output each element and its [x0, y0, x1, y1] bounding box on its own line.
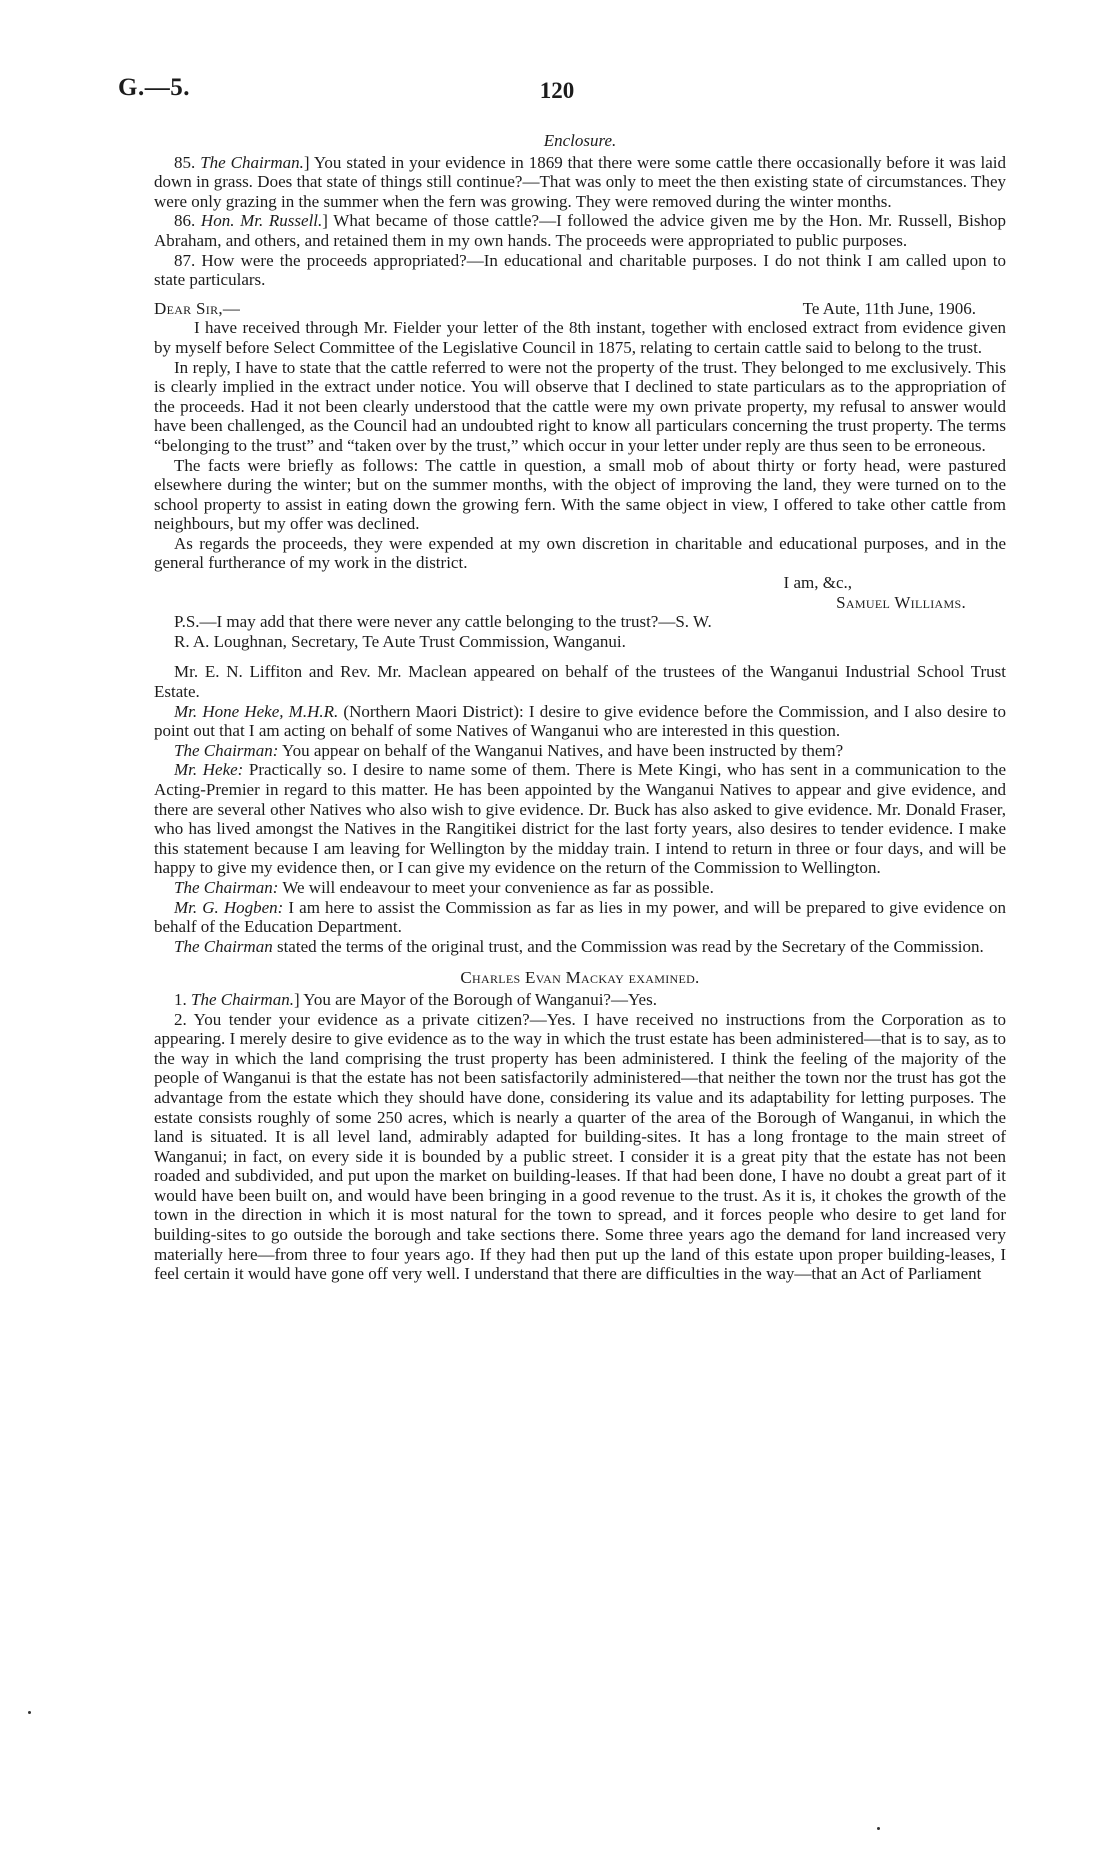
question-87: 87. How were the proceeds appropriated?—In educational and charitable purposes. I do not think I am called upon to state particulars.	[154, 250, 1006, 290]
speaker: Hon. Mr. Russell.	[200, 211, 323, 231]
salutation: Dear Sir,—	[154, 298, 241, 318]
question-text: ] You are Mayor of the Borough of Wanganui?—Yes.	[293, 989, 657, 1009]
proceedings-paragraph	[154, 878, 1006, 898]
statement-text: I am here to assist the Commission as far as lies in my power, and will be prepared to give evidence on behalf of the Education Department.	[154, 897, 1006, 937]
proceedings-paragraph	[154, 760, 1006, 878]
proceedings-paragraph: Mr. E. N. Liffiton and Rev. Mr. Maclean appeared on behalf of the trustees of the Wanganui Industrial School Trust Estate.	[154, 662, 1006, 702]
question-number: 1.	[174, 989, 187, 1009]
letter-header	[154, 299, 1006, 319]
proceedings-paragraph	[154, 937, 1006, 957]
proceedings-paragraph	[154, 898, 1006, 937]
letter-paragraph: The facts were briefly as follows: The cattle in question, a small mob of about thirty or forty head, were pastured elsewhere during the winter; but on the summer months, with the object of improving the land, they were turned on to the school property to assist in eating down the growing fern. With the same object in view, I offered to take other cattle from neighbours, but my offer was declined.	[154, 455, 1006, 534]
scan-speck	[877, 1827, 880, 1830]
letter-signature: Samuel Williams.	[836, 592, 966, 612]
speaker: The Chairman	[174, 936, 273, 956]
question-2: 2. You tender your evidence as a private citizen?—Yes. I have received no instructions from the Corporation as to appearing. I merely desire to give evidence as to the way in which the trust estate has been administered—that is to say, as to the way in which the land comprising the trust property has been administered. I think the feeling of the majority of the people of Wanganui is that the estate has not been satisfactorily administered—that neither the town nor the trust has got the advantage from the estate which they should have done, considering its value and its adaptability for letting purposes. The estate consists roughly of some 250 acres, which is nearly a quarter of the area of the Borough of Wanganui, in which the land is situated. It is all level land, admirably adapted for building-sites. It has a long frontage to the main street of Wanganui; in fact, on every side it is bounded by a public street. I consider it is a great pity that the estate has not been roaded and subdivided, and put upon the market on building-leases. If that had been done, I have no doubt a great part of it would have been built on, and would have been bringing in a good revenue to the trust. As it is, it chokes the growth of the town in the direction in which it is most natural for the town to spread, and it forces people who desire to get land for building-sites to go outside the borough and take sections there. Some three years ago the demand for land increased very materially here—from three to four years ago. If they had then put up the land of this estate upon proper building-leases, I feel certain it would have gone off very well. I understand that there are difficulties in the way—that an Act of Parliament	[154, 1009, 1006, 1284]
question-number: 86.	[174, 211, 196, 231]
body-text	[154, 131, 1006, 1284]
addressee: R. A. Loughnan, Secretary, Te Aute Trust Commission, Wanganui.	[174, 631, 626, 651]
letter-paragraph: As regards the proceeds, they were expended at my own discretion in charitable and educational purposes, and in the general furtherance of my work in the district.	[154, 533, 1006, 573]
question-number: 85.	[174, 152, 196, 172]
speaker: Mr. Heke:	[174, 760, 244, 780]
enclosure-heading: Enclosure.	[543, 131, 617, 150]
speaker: The Chairman.	[200, 152, 304, 172]
question-86	[154, 211, 1006, 250]
statement-text: Practically so. I desire to name some of them. There is Mete Kingi, who has sent in a communication to the Acting-Premier in regard to this matter. He has been appointed by the Wanganui Natives to appear and give evidence, and there are several other Natives who also wish to give evidence. Dr. Buck has also asked to give evidence. Mr. Donald Fraser, who has lived amongst the Natives in the Rangitikei district for the last forty years, also desires to tender evidence. I make this statement because I am leaving for Wellington by the midday train. I intend to return in three or four days, and will be happy to give my evidence then, or I can give my evidence on the return of the Commission to Wellington.	[154, 760, 1006, 878]
question-85	[154, 153, 1006, 212]
statement-text: (Northern Maori District): I desire to give evidence before the Commission, and I also desire to point out that I am acting on behalf of some Natives of Wanganui who are interested in this question.	[154, 701, 1007, 741]
document-reference: G.—5.	[118, 74, 190, 101]
scan-speck	[28, 1711, 31, 1714]
statement-text: You appear on behalf of the Wanganui Natives, and have been instructed by them?	[278, 740, 844, 760]
proceedings-paragraph	[154, 702, 1006, 741]
statement-text: We will endeavour to meet your convenience as far as possible.	[278, 877, 714, 897]
speaker: The Chairman:	[174, 740, 279, 760]
page-number: 120	[539, 78, 575, 103]
witness-heading: Charles Evan Mackay examined.	[460, 968, 700, 988]
place-date: Te Aute, 11th June, 1906.	[802, 298, 976, 318]
letter-closing: I am, &c.,	[783, 573, 852, 593]
statement-text: stated the terms of the original trust, and the Commission was read by the Secretary of the Commission.	[272, 936, 984, 956]
postscript: P.S.—I may add that there were never any cattle belonging to the trust?—S. W.	[174, 612, 712, 632]
speaker: The Chairman:	[174, 877, 279, 897]
speaker: The Chairman.	[191, 989, 294, 1009]
speaker: Mr. Hone Heke, M.H.R.	[174, 701, 339, 721]
question-text: ] What became of those cattle?—I followed the advice given me by the Hon. Mr. Russell, Bishop Abraham, and others, and retained them in my own hands. The proceeds were appropriated to public purposes.	[154, 211, 1006, 250]
question-text: ] You stated in your evidence in 1869 that there were some cattle there occasionally before it was laid down in grass. Does that state of things still continue?—That was only to meet the then existing state of circumstances. They were only grazing in the summer when the fern was growing. They were removed during the winter months.	[154, 152, 1007, 211]
letter-paragraph: In reply, I have to state that the cattle referred to were not the property of the trust. They belonged to me exclusively. This is clearly implied in the extract under notice. You will observe that I declined to state particulars as to the appropriation of the proceeds. Had it not been clearly understood that the cattle were my own private property, my refusal to answer would have been challenged, as the Council had an undoubted right to know all particulars concerning the trust property. The terms “belonging to the trust” and “taken over by the trust,” which occur in your letter under reply are thus seen to be erroneous.	[154, 357, 1006, 455]
question-1	[154, 990, 1006, 1010]
proceedings-paragraph	[154, 741, 1006, 761]
speaker: Mr. G. Hogben:	[174, 897, 284, 917]
letter-paragraph: I have received through Mr. Fielder your letter of the 8th instant, together with enclosed extract from evidence given by myself before Select Committee of the Legislative Council in 1875, relating to certain cattle said to belong to the trust.	[154, 318, 1006, 357]
